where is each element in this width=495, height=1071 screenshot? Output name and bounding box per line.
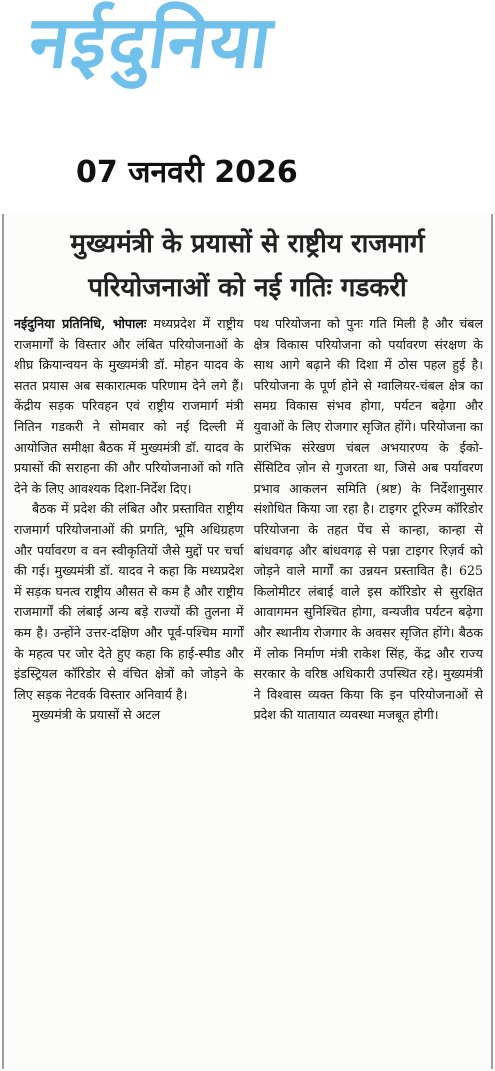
masthead-title: नईदुनिया xyxy=(24,0,279,84)
news-clipping xyxy=(2,214,493,1069)
newspaper-masthead xyxy=(24,0,450,116)
article-paragraph: पथ परियोजना को पुनः गति मिली है और चंबल क्षेत्र विकास परियोजना को पर्यावरण संरक्षण के साथ आगे बढ़ाने की दिशा में ठोस पहल हुई है। परियोजना के पूर्ण होने से ग्वालियर-चंबल क्षेत्र का समग्र विकास संभव होगा, पर्यटन बढ़ेगा और युवाओं के लिए रोजगार सृजित होंगे। परियोजना का प्रारंभिक संरेखण चंबल अभयारण्य के ईको-सेंसिटिव ज़ोन से गुजरता था, जिसे अब पर्यावरण प्रभाव आकलन समिति (श्रष्ट) के निर्देशानुसार संशोधित किया जा रहा है। टाइगर टूरिज्म कॉरिडोर परियोजना के तहत पेंच से कान्हा, कान्हा से बांधवगढ़ और बांधवगढ़ से पन्ना टाइगर रिज़र्व को जोड़ने वाले मार्गों का उन्नयन प्रस्तावित है। 625 किलोमीटर लंबाई वाले इस कॉरिडोर से सुरक्षित आवागमन सुनिश्चित होगा, वन्यजीव पर्यटन बढ़ेगा और स्थानीय रोजगार के अवसर सृजित होंगे। बैठक में लोक निर्माण मंत्री राकेश सिंह, केंद्र और राज्य सरकार के वरिष्ठ अधिकारी उपस्थित रहे। मुख्यमंत्री ने विश्वास व्यक्त किया कि इन परियोजनाओं से प्रदेश की यातायात व्यवस्था मजबूत होगी। xyxy=(253,316,483,723)
article-paragraph: मुख्यमंत्री के प्रयासों से अटल xyxy=(32,707,161,723)
article-paragraph: बैठक में प्रदेश की लंबित और प्रस्तावित राष्ट्रीय राजमार्ग परियोजनाओं की प्रगति, भूमि अधिग्रहण और पर्यावरण व वन स्वीकृतियों जैसे मुद्दों पर चर्चा की गई। मुख्यमंत्री डॉ. यादव ने कहा कि मध्यप्रदेश में सड़क घनत्व राष्ट्रीय औसत से कम है और राष्ट्रीय राजमार्गों की लंबाई अन्य बड़े राज्यों की तुलना में कम है। उन्होंने उत्तर-दक्षिण और पूर्व-पश्चिम मार्गों के महत्व पर जोर देते हुए कहा कि हाई-स्पीड और इंडस्ट्रियल कॉरिडोर से वंचित क्षेत्रों को जोड़ने के लिए सड़क नेटवर्क विस्तार अनिवार्य है। xyxy=(14,501,244,702)
article-column-left xyxy=(14,314,244,1061)
article-paragraph: नईदुनिया प्रतिनिधि, भोपालः मध्यप्रदेश में राष्ट्रीय राजमार्गों के विस्तार और लंबित परियोजनाओं के शीघ्र क्रियान्वयन के मुख्यमंत्री डॉ. मोहन यादव के सतत प्रयास अब सकारात्मक परिणाम देने लगे हैं। केंद्रीय सड़क परिवहन एवं राष्ट्रीय राजमार्ग मंत्री नितिन गडकरी ने सोमवार को नई दिल्ली में आयोजित समीक्षा बैठक में मुख्यमंत्री डॉ. यादव के प्रयासों की सराहना की और परियोजनाओं को गति देने के लिए आवश्यक दिशा-निर्देश दिए। xyxy=(14,316,244,496)
publication-date: 07 जनवरी 2026 xyxy=(76,155,298,190)
article-headline xyxy=(10,222,485,310)
headline-line-1: मुख्यमंत्री के प्रयासों से राष्ट्रीय राजमार्ग xyxy=(70,229,425,259)
article-byline: नईदुनिया प्रतिनिधि, भोपालः xyxy=(14,316,147,331)
article-body xyxy=(14,314,483,1061)
article-column-right xyxy=(254,314,484,1061)
headline-line-2: परियोजनाओं को नई गतिः गडकरी xyxy=(88,273,407,303)
